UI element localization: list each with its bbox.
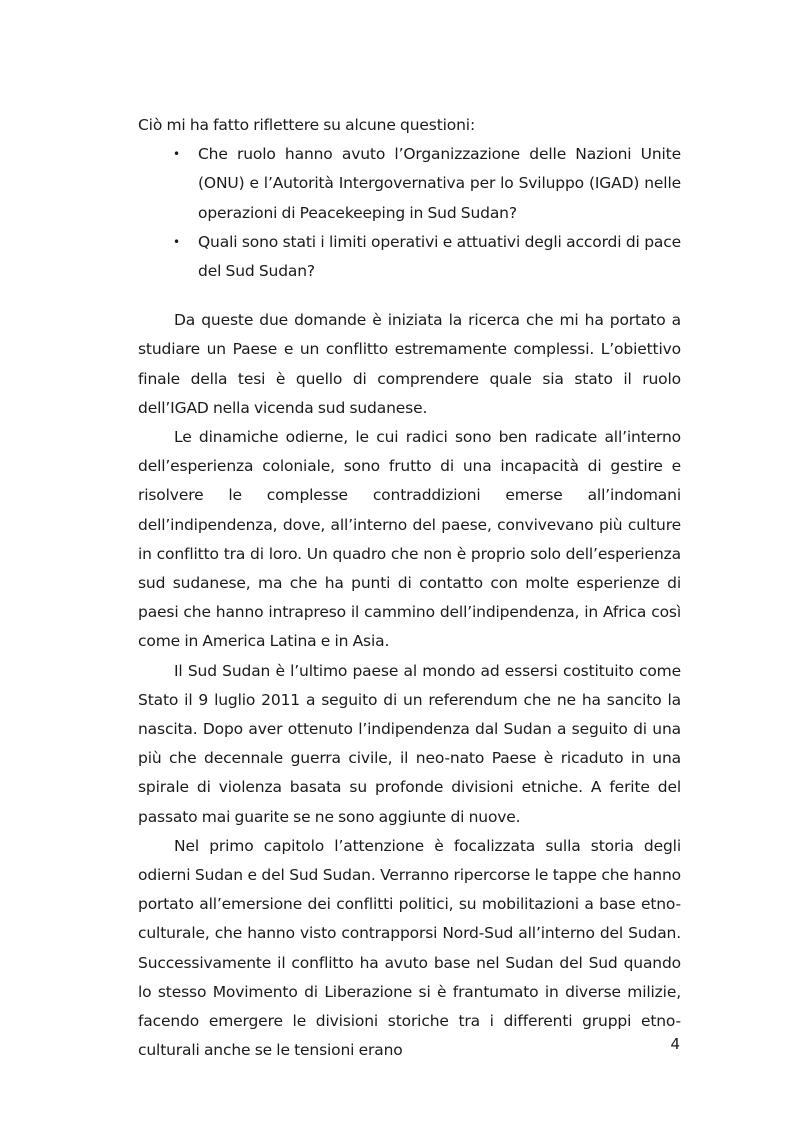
paragraph: Le dinamiche odierne, le cui radici sono ben radicate all’interno dell’esperienza coloniale, sono frutto di una incapacità di gestire e risolvere le complesse contraddizioni emerse all’indomani dell’indipendenza, dove, all’interno del paese, convivevano più culture in conflitto tra di loro. Un quadro che non è proprio solo dell’esperienza sud sudanese, ma che ha punti di contatto con molte esperienze di paesi che hanno intrapreso il cammino dell’indipendenza, in Africa così come in America Latina e in Asia. bbox=[138, 428, 681, 651]
document-body bbox=[138, 111, 681, 1066]
list-item: • Che ruolo hanno avuto l’Organizzazione delle Nazioni Unite (ONU) e l’Autorità Intergovernativa per lo Sviluppo (IGAD) nelle operazioni di Peacekeeping in Sud Sudan? bbox=[198, 140, 681, 228]
intro-line: Ciò mi ha fatto riflettere su alcune questioni: bbox=[138, 116, 476, 134]
paragraph: Da queste due domande è iniziata la ricerca che mi ha portato a studiare un Paese e un conflitto estremamente complessi. L’obiettivo finale della tesi è quello di comprendere quale sia stato il ruolo dell’IGAD nella vicenda sud sudanese. bbox=[138, 311, 681, 417]
paragraph: Nel primo capitolo l’attenzione è focalizzata sulla storia degli odierni Sudan e del Sud Sudan. Verranno ripercorse le tappe che hanno portato all’emersione dei conflitti politici, su mobilitazioni a base etno-culturale, che hanno visto contrapporsi Nord-Sud all’interno del Sudan. Successivamente il conflitto ha avuto base nel Sudan del Sud quando lo stesso Movimento di Liberazione si è frantumato in diverse milizie, facendo emergere le divisioni storiche tra i differenti gruppi etno-culturali anche se le tensioni erano bbox=[138, 836, 681, 1060]
questions-list bbox=[138, 140, 681, 286]
paragraph: Il Sud Sudan è l’ultimo paese al mondo ad essersi costituito come Stato il 9 luglio 2011 a seguito di un referendum che ne ha sancito la nascita. Dopo aver ottenuto l’indipendenza dal Sudan a seguito di una più che decennale guerra civile, il neo-nato Paese è ricaduto in una spirale di violenza basata su profonde divisioni etniche. A ferite del passato mai guarite se ne sono aggiunte di nuove. bbox=[138, 661, 681, 826]
page-number: 4 bbox=[670, 1035, 680, 1053]
list-item: • Quali sono stati i limiti operativi e attuativi degli accordi di pace del Sud Sudan? bbox=[198, 228, 681, 286]
